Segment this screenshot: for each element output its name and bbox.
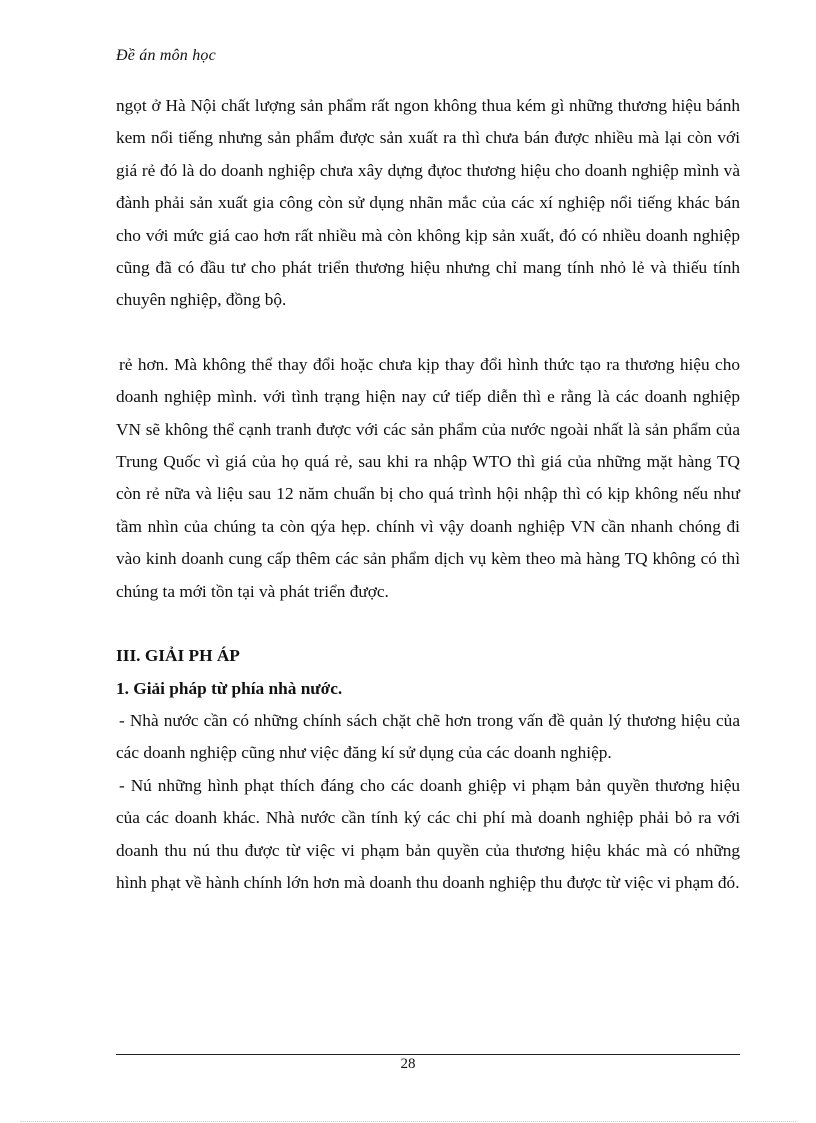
footer-divider xyxy=(116,1054,740,1055)
page-header-title: Đề án môn học xyxy=(116,47,216,64)
bullet-item-2: - Nú những hình phạt thích đáng cho các doanh ghiệp vi phạm bản quyền thương hiệu của các doanh khác. Nhà nước cần tính ký các chi phí mà doanh nghiệp phải bỏ ra với doanh thu nú thu được từ việc vi phạm bản quyền của thương hiệu khác mà có những hình phạt về hành chính lớn hơn mà doanh thu doanh nghiệp thu được từ việc vi phạm đó. xyxy=(116,775,740,892)
section-spacer xyxy=(116,608,740,640)
paragraph-continuation: ngọt ở Hà Nội chất lượng sản phẩm rất ngon không thua kém gì những thương hiệu bánh kem nổi tiếng nhưng sản phẩm được sản xuất ra thì chưa bán được nhiều mà lại còn với giá rẻ đó là do doanh nghiệp chưa xây dựng đựoc thương hiệu cho doanh nghiệp mình và đành phải sản xuất gia công còn sử dụng nhãn mắc của các xí nghiệp nổi tiếng khác bán cho với mức giá cao hơn rất nhiều mà còn không kịp sản xuất, đó có nhiều doanh nghiệp cũng đã có đầu tư cho phát triển thương hiệu nhưng chỉ mang tính nhỏ lẻ và thiếu tính chuyên nghiệp, đồng bộ. xyxy=(116,96,740,310)
document-body xyxy=(116,90,740,899)
bullet-item-1: - Nhà nước cần có những chính sách chặt chẽ hơn trong vấn đề quản lý thương hiệu của các doanh nghiệp cũng như việc đăng kí sử dụng của các doanh nghiệp. xyxy=(116,710,740,763)
page-edge-dotted-line xyxy=(20,1121,796,1122)
section-heading: III. GIẢI PH ÁP xyxy=(116,646,240,666)
paragraph-spacer xyxy=(116,317,740,349)
subsection-heading: 1. Giải pháp từ phía nhà nước. xyxy=(116,678,343,698)
page-number: 28 xyxy=(400,1056,416,1072)
paragraph-second: rẻ hơn. Mà không thể thay đổi hoặc chưa kịp thay đổi hình thức tạo ra thương hiệu cho doanh nghiệp mình. với tình trạng hiện nay cứ tiếp diễn thì e rằng là các doanh nghiệp VN sẽ không thể cạnh tranh được với các sản phẩm của nước ngoài nhất là sản phẩm của Trung Quốc vì giá của họ quá rẻ, sau khi ra nhập WTO thì giá của những mặt hàng TQ còn rẻ nữa và liệu sau 12 năm chuẩn bị cho quá trình hội nhập thì có kịp không nếu như tầm nhìn của chúng ta còn qýa hẹp. chính vì vậy doanh nghiệp VN cần nhanh chóng đi vào kinh doanh cung cấp thêm các sản phẩm dịch vụ kèm theo mà hàng TQ không có thì chúng ta mới tồn tại và phát triển được. xyxy=(116,354,740,601)
